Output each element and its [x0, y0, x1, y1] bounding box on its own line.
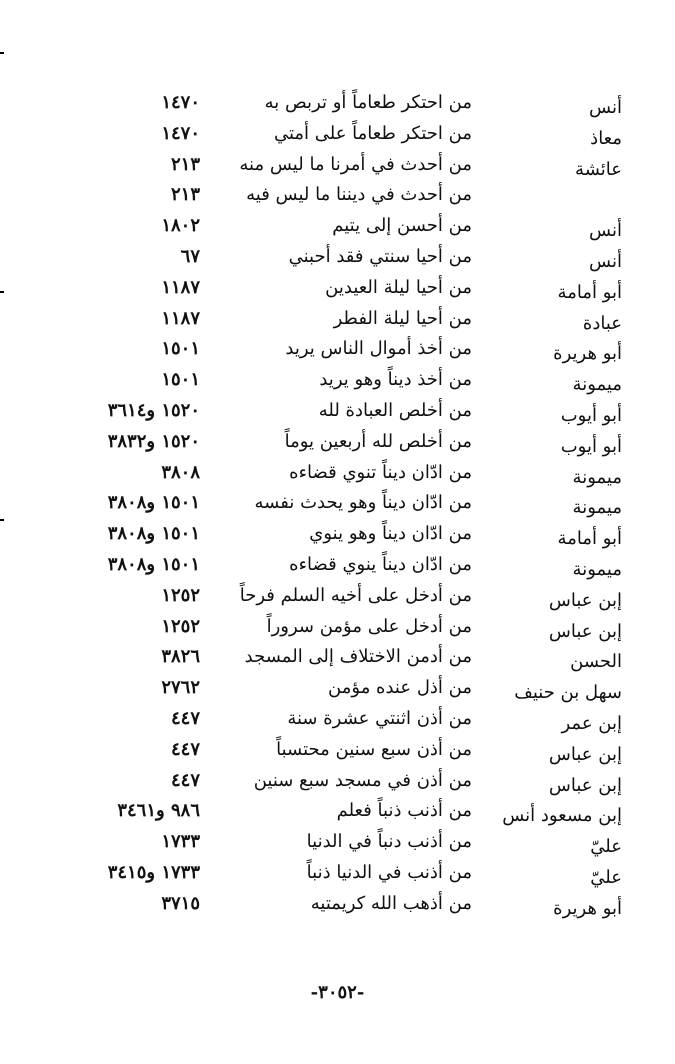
hadith-reference-number: ٣٨٠٨: [161, 461, 200, 483]
index-row: [60, 519, 630, 550]
hadith-opening: من أذنب في الدنيا ذنباً: [306, 861, 472, 883]
hadith-opening: من أذن سبع سنين محتسباً: [276, 738, 472, 760]
index-row: [60, 458, 630, 489]
index-row: [60, 488, 630, 519]
hadith-reference-number: ١١٨٧: [161, 276, 200, 298]
hadith-opening: من أخذ ديناً وهو يريد: [319, 369, 472, 391]
hadith-opening: من أذهب الله كريمتيه: [310, 892, 472, 914]
narrator-name: ميمونة: [572, 374, 622, 396]
hadith-opening: من أحيا ليلة الفطر: [333, 307, 472, 329]
narrator-name: إبن عباس: [548, 589, 622, 611]
index-row: [60, 612, 630, 643]
hadith-reference-number: ١٥٠١ و٣٨٠٨: [107, 523, 200, 545]
hadith-reference-number: ١٧٣٣: [161, 831, 200, 853]
index-row: [60, 642, 630, 673]
narrator-name: إبن عباس: [548, 620, 622, 642]
hadith-reference-number: ١٨٠٢: [161, 215, 200, 237]
narrator-name: أبو هريرة: [553, 897, 622, 919]
index-row: [60, 673, 630, 704]
hadith-opening: من أخلص العبادة لله: [318, 399, 472, 421]
hadith-reference-number: ٢١٣: [170, 153, 200, 175]
index-row: [60, 766, 630, 797]
hadith-opening: من أحيا ليلة العيدين: [325, 276, 472, 298]
index-row: [60, 396, 630, 427]
hadith-reference-number: ١٥٠١ و٣٨٠٨: [107, 492, 200, 514]
hadith-reference-number: ١٥٠١: [161, 369, 200, 391]
hadith-opening: من احتكر طعاماً أو تربص به: [264, 92, 472, 113]
hadith-reference-number: ٢٧٦٢: [161, 677, 200, 699]
index-row: [60, 150, 630, 181]
hadith-opening: من ادّان ديناً وهو ينوي: [309, 523, 472, 545]
hadith-opening: من أحسن إلى يتيم: [332, 215, 472, 237]
hadith-reference-number: ١٥٠١ و٣٨٠٨: [107, 553, 200, 575]
narrator-name: إبن مسعود أنس: [502, 805, 622, 827]
narrator-name: أنس: [589, 250, 622, 272]
hadith-opening: من ادّان ديناً تنوي قضاءه: [289, 461, 472, 483]
index-row: [60, 858, 630, 889]
narrator-name: أبو أيوب: [560, 435, 622, 457]
index-row: [60, 827, 630, 858]
index-row: [60, 334, 630, 365]
margin-mark: [0, 291, 4, 293]
narrator-name: أبو أمامة: [557, 281, 622, 303]
hadith-reference-number: ٤٤٧: [170, 769, 200, 791]
index-row: [60, 273, 630, 304]
hadith-reference-number: ٤٤٧: [170, 738, 200, 760]
hadith-reference-number: ١٧٣٣ و٣٤١٥: [107, 861, 200, 883]
narrator-name: ميمونة: [572, 558, 622, 580]
narrator-name: عليّ: [590, 866, 622, 888]
hadith-reference-number: ١٤٧٠: [161, 92, 200, 113]
hadith-reference-number: ٣٧١٥: [161, 892, 200, 914]
index-row: [60, 735, 630, 766]
index-row: [60, 427, 630, 458]
narrator-name: أبو أمامة: [557, 528, 622, 550]
hadith-reference-number: ١٤٧٠: [161, 122, 200, 144]
hadith-opening: من احتكر طعاماً على أمتي: [273, 122, 472, 144]
hadith-opening: من أخذ أموال الناس يريد: [285, 338, 472, 360]
index-row: [60, 119, 630, 150]
index-row: [60, 88, 630, 119]
hadith-opening: من أدخل على أخيه السلم فرحاً: [239, 584, 472, 606]
index-row: [60, 242, 630, 273]
hadith-reference-number: ٢١٣: [170, 184, 200, 206]
hadith-opening: من أدخل على مؤمن سروراً: [266, 615, 472, 637]
hadith-opening: من أخلص لله أربعين يوماً: [284, 430, 472, 452]
narrator-name: أبو أيوب: [560, 404, 622, 426]
hadith-opening: من أحدث في ديننا ما ليس فيه: [246, 184, 472, 206]
index-row: [60, 180, 630, 211]
narrator-name: أبو هريرة: [553, 343, 622, 365]
narrator-name: أنس: [589, 97, 622, 118]
hadith-reference-number: ١٢٥٢: [161, 615, 200, 637]
index-row: [60, 889, 630, 920]
index-row: [60, 365, 630, 396]
hadith-opening: من أحدث في أمرنا ما ليس منه: [239, 153, 472, 175]
hadith-opening: من أذن اثنتي عشرة سنة: [287, 707, 472, 729]
narrator-name: أنس: [589, 220, 622, 242]
narrator-name: إبن عباس: [548, 774, 622, 796]
narrator-name: إبن عباس: [548, 743, 622, 765]
index-row: [60, 581, 630, 612]
hadith-reference-number: ٦٧: [180, 245, 200, 267]
index-row: [60, 211, 630, 242]
hadith-index-table: [60, 88, 630, 920]
hadith-opening: من أذنب دنباً في الدنيا: [306, 831, 472, 853]
narrator-name: سهل بن حنيف: [514, 682, 622, 704]
page-number: -٣٠٥٢-: [310, 982, 365, 1003]
hadith-reference-number: ١٥٢٠ و٣٨٣٢: [107, 430, 200, 452]
hadith-reference-number: ١١٨٧: [161, 307, 200, 329]
hadith-reference-number: ١٥٠١: [161, 338, 200, 360]
hadith-opening: من أحيا سنتي فقد أحبني: [288, 245, 472, 267]
index-row: [60, 704, 630, 735]
hadith-opening: من ادّان ديناً ينوي قضاءه: [289, 553, 472, 575]
margin-mark: [0, 519, 4, 521]
hadith-opening: من أذنب ذنباً فعلم: [336, 800, 472, 822]
index-row: [60, 796, 630, 827]
narrator-name: ميمونة: [572, 466, 622, 488]
hadith-reference-number: ٣٨٢٦: [161, 646, 200, 668]
narrator-name: معاذ: [590, 127, 622, 149]
margin-mark: [0, 52, 4, 54]
index-row: [60, 550, 630, 581]
narrator-name: عليّ: [590, 836, 622, 858]
hadith-reference-number: ٤٤٧: [170, 707, 200, 729]
hadith-reference-number: ١٥٢٠ و٣٦١٤: [107, 399, 200, 421]
narrator-name: عائشة: [575, 158, 622, 180]
hadith-opening: من أذن في مسجد سبع سنين: [253, 769, 472, 791]
hadith-reference-number: ١٢٥٢: [161, 584, 200, 606]
hadith-opening: من ادّان ديناً وهو يحدث نفسه: [254, 492, 472, 514]
hadith-opening: من أدمن الاختلاف إلى المسجد: [244, 646, 472, 668]
narrator-name: عبادة: [582, 312, 622, 334]
hadith-opening: من أذل عنده مؤمن: [328, 677, 472, 699]
narrator-name: الحسن: [570, 651, 622, 673]
index-row: [60, 304, 630, 335]
hadith-reference-number: ٩٨٦ و٣٤٦١: [117, 800, 200, 822]
narrator-name: إبن عمر: [561, 712, 622, 734]
narrator-name: ميمونة: [572, 497, 622, 519]
